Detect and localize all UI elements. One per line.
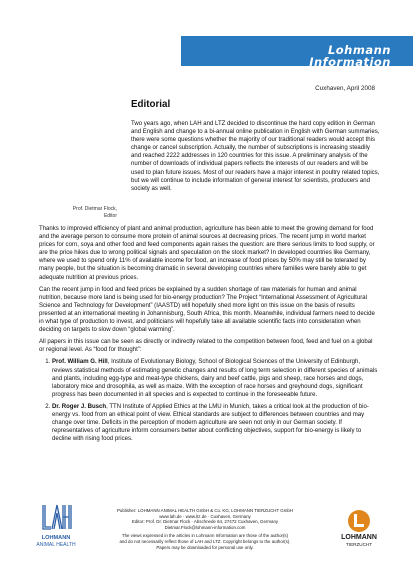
dateline: Cuxhaven, April 2008 xyxy=(315,85,375,92)
footer-email: Dietmar.Flock@lohmann-information.com xyxy=(164,524,246,530)
body-paragraph: All papers in this issue can be seen as directly or indirectly related to the competition between food, feed and fuel on a global or regional level. As “food for thought”: xyxy=(39,339,373,354)
list-item xyxy=(52,403,379,443)
footer-info xyxy=(100,508,310,550)
lah-logo-line2: ANIMAL HEALTH xyxy=(36,542,76,548)
item-text: , Institute of Evolutionary Biology, School of Biological Sciences of the University of Edinburgh, reviews statistical methods of estimating genetic changes and results of long term selection in different species of animals and plants, including egg-type and meat-type chickens, dairy and beef cattle, pigs and sheep, race horses and dogs, laboratory mice and drosophila, as well as maize. With the exception of race horses and greyhound dogs, significant progress has been documented in all species and is expected to continue in the foreseeable future. xyxy=(52,359,378,398)
footer-publisher: Publisher: LOHMANN ANIMAL HEALTH GmbH & Co. KG, LOHMANN TIERZUCHT GmbH xyxy=(117,508,293,513)
banner-title-line1: Lohmann xyxy=(327,43,391,57)
footer-disclaimer: and do not necessarily reflect those of LAH and LTZ. Copyright belongs to the author(s). xyxy=(119,538,291,544)
page-title: Editorial xyxy=(131,99,171,110)
header-banner xyxy=(0,0,413,68)
footer-disclaimer: The views expressed in the articles in Lohmann Information are those of the author(s) xyxy=(121,533,289,539)
lah-logo-line1: LOHMANN xyxy=(41,535,71,541)
editor-photo xyxy=(55,120,115,206)
lah-logo xyxy=(36,503,76,549)
article-body xyxy=(39,225,379,447)
caption-line1: Prof. Dietmar Flock, xyxy=(72,206,117,212)
ltz-logo-line1: LOHMANN xyxy=(341,534,377,541)
item-text: , TTN Institute of Applied Ethics at the LMU in Munich, takes a critical look at the production of bio-energy vs. food from an ethical point of view. Ethical standards are subject to differences between countries and may change over time. Deficits in the perception of modern agriculture are seen not only in our German society. If representatives of agriculture inform consumers better about conflicting objectives, support for bio-energy is likely to decline with rising food prices. xyxy=(52,403,369,443)
caption-line2: Editor xyxy=(103,212,117,219)
intro-paragraph: Two years ago, when LAH and LTZ decided to discontinue the hard copy edition in German and English and change to a bi-annual online publication in English with German summaries, there were some questions whether the majority of our traditional readers would accept this change or cancel subscription. Actually, the number of subscriptions is increasing steadily and reached 2222 addresses in 120 countries for this issue. A preliminary analysis of the number of downloads of individual papers reflects the interests of our readers and will be used to plan future issues. Most of our readers have a major interest in poultry related topics, but we will continue to include information of general interest for scientists, producers and society as well. xyxy=(131,121,380,192)
banner-title-line2: Information xyxy=(309,55,391,69)
list-item xyxy=(52,358,379,398)
photo-caption xyxy=(40,206,117,219)
footer-websites: www.lah.de · www.ltz.de · Cuxhaven, Germany xyxy=(159,513,251,519)
lohmann-tierzucht-logo xyxy=(335,507,383,549)
article-list xyxy=(39,358,379,443)
body-paragraph: Thanks to improved efficiency of plant and animal production, agriculture has been able to meet the growing demand for food and the average person to consume more protein of animal sources at decreasing prices. The recent jump in world market prices for corn, soya and other food and feed components again raises the question: are there serious limits to food supply, or are the price hikes due to wrong political signals and speculation on the stock market? In developed countries like Germany, where we used to spend only 11% of available income for food, an increase of food prices by 50% may still be tolerated by many people, but the situation is becoming dramatic in several developing countries where families were barely able to get adequate nutrition at previous prices. xyxy=(39,226,375,281)
footer-editor: Editor: Prof. Dr. Dietmar Flock · Abschnede 64, 27472 Cuxhaven, Germany xyxy=(131,519,279,525)
footer-disclaimer: Papers may be downloaded for personal use only. xyxy=(156,544,254,550)
author-name: Dr. Roger J. Busch xyxy=(52,403,107,410)
ltz-logo-line2: TIERZUCHT xyxy=(345,542,373,547)
body-paragraph: Can the recent jump in food and feed prices be explained by a sudden shortage of raw materials for human and animal nutrition, because more land is being used for bio-energy production? The Project “International Assessment of Agricultural Science and Technology for Development” (IAASTD) will hopefully shed more light on this issue on the basis of results presented at an international meeting in Johannisburg, South Africa, this month. Meanwhile, individual farmers need to decide in what type of production to invest, and politicians will hopefully take all available scientific facts into consideration when deciding on targets to slow down “global warming”. xyxy=(39,286,375,334)
author-name: Prof. William G. Hill xyxy=(52,359,108,366)
